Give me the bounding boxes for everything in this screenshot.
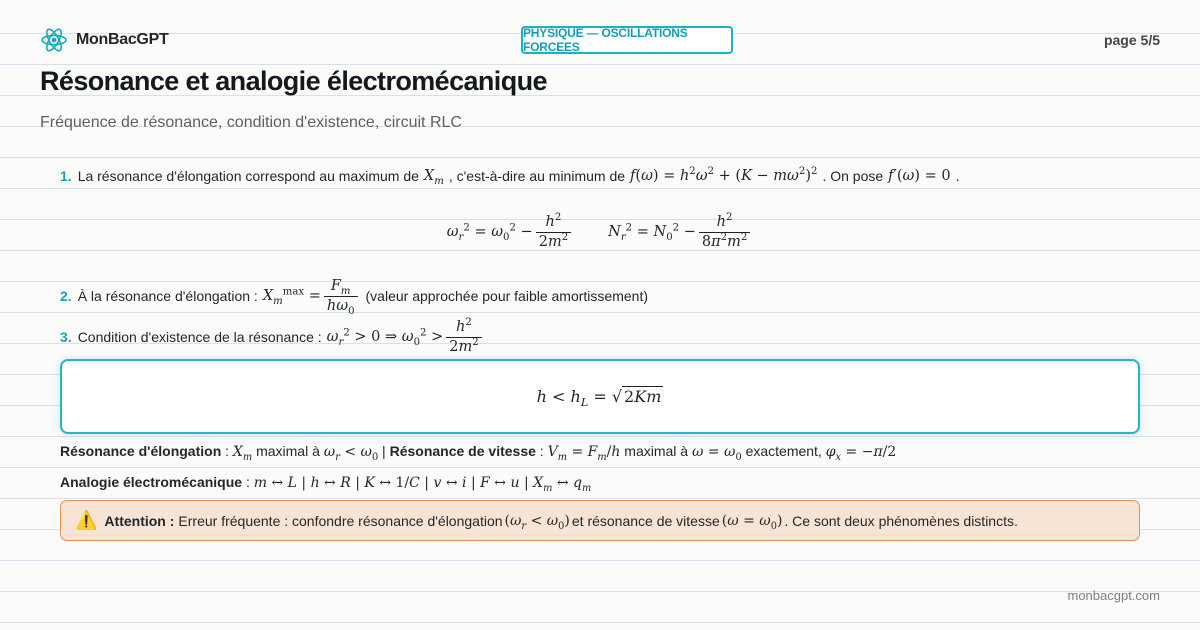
summary-analogie: Analogie électromécanique : m ↔ L | h ↔ R | K ↔ 1/C | v ↔ i | F ↔ u | $X_m$ ↔ $q_m$ <box>60 474 592 494</box>
item-number: 1. <box>60 168 72 184</box>
formula-n-r: $N_r^2 = N_0^2$ − $\frac{h^2}{8\pi^2m^2}$ <box>608 214 753 250</box>
item-text: . On pose <box>822 168 884 184</box>
warning-label: Attention : <box>104 512 175 529</box>
formula-xm-max: $X_m^{max}$ = $\frac{F_m}{h\omega_0}$ <box>263 278 361 314</box>
formula-omega-r: $\omega_r^2 = \omega_0^2$ − $\frac{h^2}{2m^2}$ <box>447 214 574 250</box>
item-text: Condition d'existence de la résonance : <box>77 329 322 345</box>
list-item-1 <box>60 164 959 188</box>
label-res-elong: Résonance d'élongation <box>60 443 222 459</box>
warning-icon: ⚠️ <box>75 510 98 530</box>
warning-box: ⚠️ Attention : Erreur fréquente : confondre résonance d'élongation $(\omega_r < \omega_0)$ et résonance de vitesse $(\omega = \omega_0)$ . Ce sont deux phénomènes distincts. <box>60 500 1140 541</box>
formula-xm: $X_m$ <box>423 168 444 187</box>
page-subtitle: Fréquence de résonance, condition d'existence, circuit RLC <box>40 114 462 131</box>
atom-icon <box>40 26 68 54</box>
item-text: (valeur approchée pour faible amortissement) <box>365 288 648 304</box>
item-text: . <box>955 168 960 184</box>
formula-f-omega: $f(\omega) = h^2\omega^2 + (K - m\omega^2)^2$ <box>630 166 818 184</box>
item-text: , c'est-à-dire au minimum de <box>448 168 626 184</box>
subject-badge: PHYSIQUE — OSCILLATIONS FORCEES <box>521 26 733 54</box>
label-res-vit: Résonance de vitesse <box>389 443 536 459</box>
header <box>40 26 1160 56</box>
item-text: À la résonance d'élongation : <box>77 288 258 304</box>
key-result-box <box>60 359 1140 434</box>
item-number: 3. <box>60 329 72 345</box>
page-title: Résonance et analogie électromécanique <box>40 66 547 96</box>
formula-existence: $\omega_r^2 > 0$ ⇒ $\omega_0^2$ > $\frac{h^2}{2m^2}$ <box>327 319 485 355</box>
item-number: 2. <box>60 288 72 304</box>
list-item-3 <box>60 317 490 357</box>
formula-h-limit: $h < h_L$ = √ 2Km <box>536 387 662 410</box>
summary-resonances: Résonance d'élongation : $X_m$ maximal à $\omega_r < \omega_0$ | Résonance de vitesse : $V_m = F_m/h$ maximal à $\omega = \omega_0$ exactement, $\varphi_x = -\pi/2$ <box>60 443 897 463</box>
logo[interactable] <box>40 26 168 54</box>
formula-f-prime: f′(ω) = 0 <box>888 168 951 184</box>
label-analogie: Analogie électromécanique <box>60 474 243 490</box>
formula-analogie: m ↔ L | h ↔ R | K ↔ 1/C | v ↔ i | F ↔ u | $X_m$ ↔ $q_m$ <box>253 475 592 494</box>
logo-text: MonBacGPT <box>76 31 169 48</box>
page-number: page 5/5 <box>1103 32 1160 48</box>
resonance-equations <box>0 210 1200 254</box>
item-text: La résonance d'élongation correspond au maximum de <box>77 168 419 184</box>
footer-domain[interactable]: monbacgpt.com <box>1067 588 1160 603</box>
list-item-2 <box>60 276 648 316</box>
